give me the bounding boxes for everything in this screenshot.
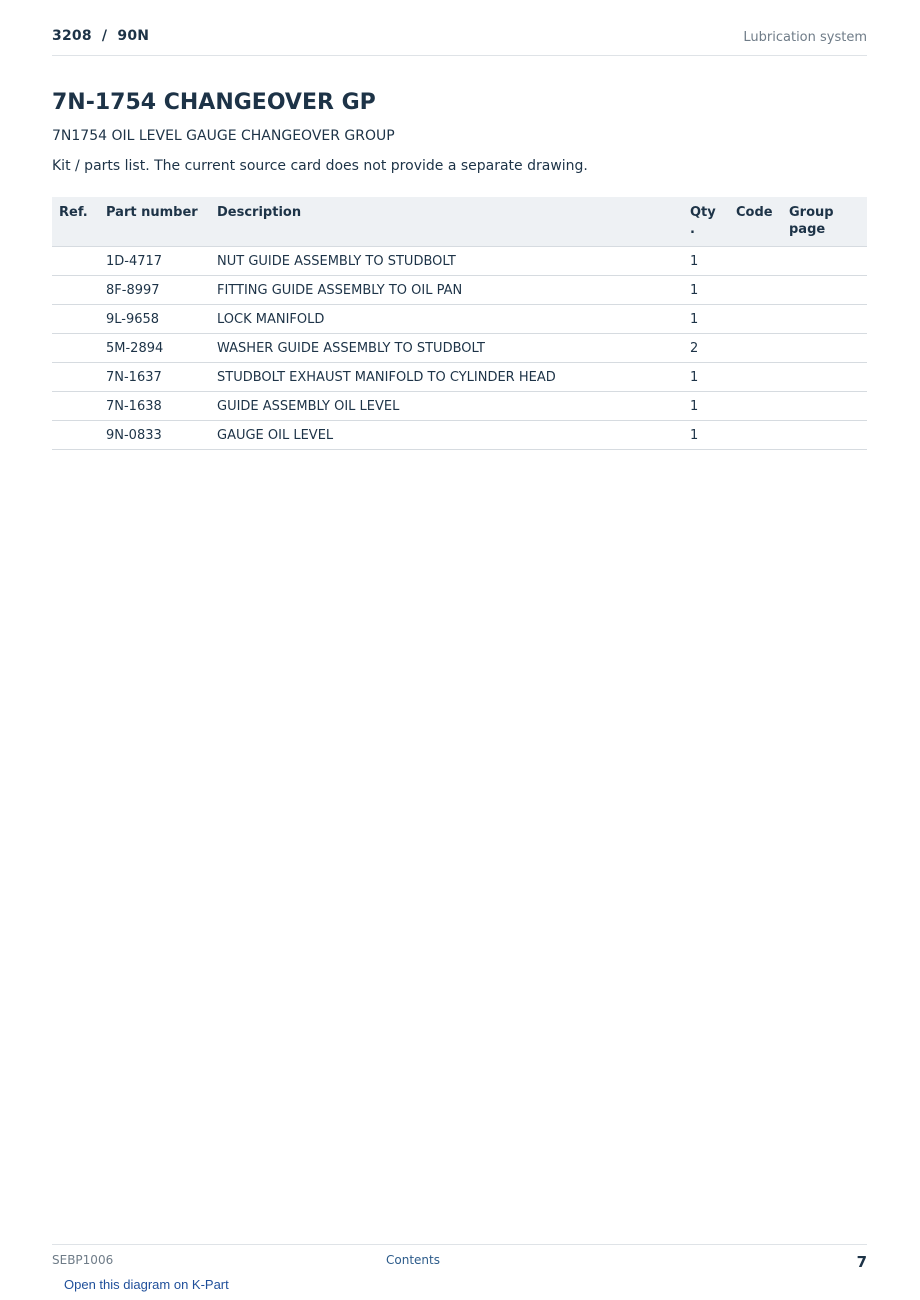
header-group-line1: Group: [789, 205, 834, 220]
table-row: [52, 247, 867, 276]
open-diagram-link[interactable]: Open this diagram on K-Part: [64, 1277, 229, 1292]
cell-code: [729, 276, 782, 305]
header-group-line2: page: [789, 222, 826, 237]
cell-qty: 1: [683, 421, 729, 450]
header-ref: Ref.: [52, 197, 99, 247]
cell-part-number: 1D-4717: [99, 247, 210, 276]
cell-description: LOCK MANIFOLD: [210, 305, 683, 334]
cell-group-page: [782, 276, 867, 305]
cell-code: [729, 247, 782, 276]
page-footer: [52, 1244, 867, 1292]
page-number: 7: [856, 1253, 867, 1271]
header-part-number: Part number: [99, 197, 210, 247]
cell-qty: 1: [683, 247, 729, 276]
cell-code: [729, 421, 782, 450]
cell-qty: 1: [683, 305, 729, 334]
table-row: [52, 421, 867, 450]
model-label: 3208 / 90N: [52, 28, 150, 44]
cell-description: STUDBOLT EXHAUST MANIFOLD TO CYLINDER HEAD: [210, 363, 683, 392]
table-row: [52, 334, 867, 363]
cell-qty: 2: [683, 334, 729, 363]
cell-ref: [52, 276, 99, 305]
cell-group-page: [782, 392, 867, 421]
cell-description: WASHER GUIDE ASSEMBLY TO STUDBOLT: [210, 334, 683, 363]
parts-table: [52, 197, 867, 450]
header-code: Code: [729, 197, 782, 247]
header-qty: [683, 197, 729, 247]
cell-qty: 1: [683, 392, 729, 421]
cell-ref: [52, 363, 99, 392]
cell-code: [729, 334, 782, 363]
parts-table-header: [52, 197, 867, 247]
cell-group-page: [782, 305, 867, 334]
cell-part-number: 9L-9658: [99, 305, 210, 334]
page-header: [52, 28, 867, 56]
cell-code: [729, 392, 782, 421]
page-subtitle: 7N1754 OIL LEVEL GAUGE CHANGEOVER GROUP: [52, 128, 395, 144]
page-note: Kit / parts list. The current source card does not provide a separate drawing.: [52, 158, 588, 174]
cell-group-page: [782, 363, 867, 392]
cell-ref: [52, 392, 99, 421]
cell-qty: 1: [683, 363, 729, 392]
cell-description: NUT GUIDE ASSEMBLY TO STUDBOLT: [210, 247, 683, 276]
cell-group-page: [782, 421, 867, 450]
table-row: [52, 276, 867, 305]
cell-code: [729, 305, 782, 334]
section-label: Lubrication system: [743, 30, 867, 45]
contents-link[interactable]: Contents: [386, 1253, 440, 1267]
page-title: 7N-1754 CHANGEOVER GP: [52, 90, 376, 115]
cell-ref: [52, 334, 99, 363]
table-row: [52, 392, 867, 421]
cell-ref: [52, 247, 99, 276]
cell-part-number: 7N-1638: [99, 392, 210, 421]
cell-part-number: 7N-1637: [99, 363, 210, 392]
cell-part-number: 5M-2894: [99, 334, 210, 363]
parts-table-body: [52, 247, 867, 450]
cell-group-page: [782, 334, 867, 363]
cell-part-number: 9N-0833: [99, 421, 210, 450]
cell-description: FITTING GUIDE ASSEMBLY TO OIL PAN: [210, 276, 683, 305]
table-row: [52, 363, 867, 392]
cell-group-page: [782, 247, 867, 276]
cell-ref: [52, 305, 99, 334]
table-row: [52, 305, 867, 334]
document-id: SEBP1006: [52, 1253, 114, 1267]
cell-ref: [52, 421, 99, 450]
cell-code: [729, 363, 782, 392]
header-qty-line2: .: [690, 222, 695, 237]
header-qty-line1: Qty: [690, 205, 716, 220]
cell-qty: 1: [683, 276, 729, 305]
header-description: Description: [210, 197, 683, 247]
header-row: [52, 197, 867, 247]
cell-description: GAUGE OIL LEVEL: [210, 421, 683, 450]
main-content: [52, 88, 867, 450]
cell-part-number: 8F-8997: [99, 276, 210, 305]
cell-description: GUIDE ASSEMBLY OIL LEVEL: [210, 392, 683, 421]
header-group-page: [782, 197, 867, 247]
